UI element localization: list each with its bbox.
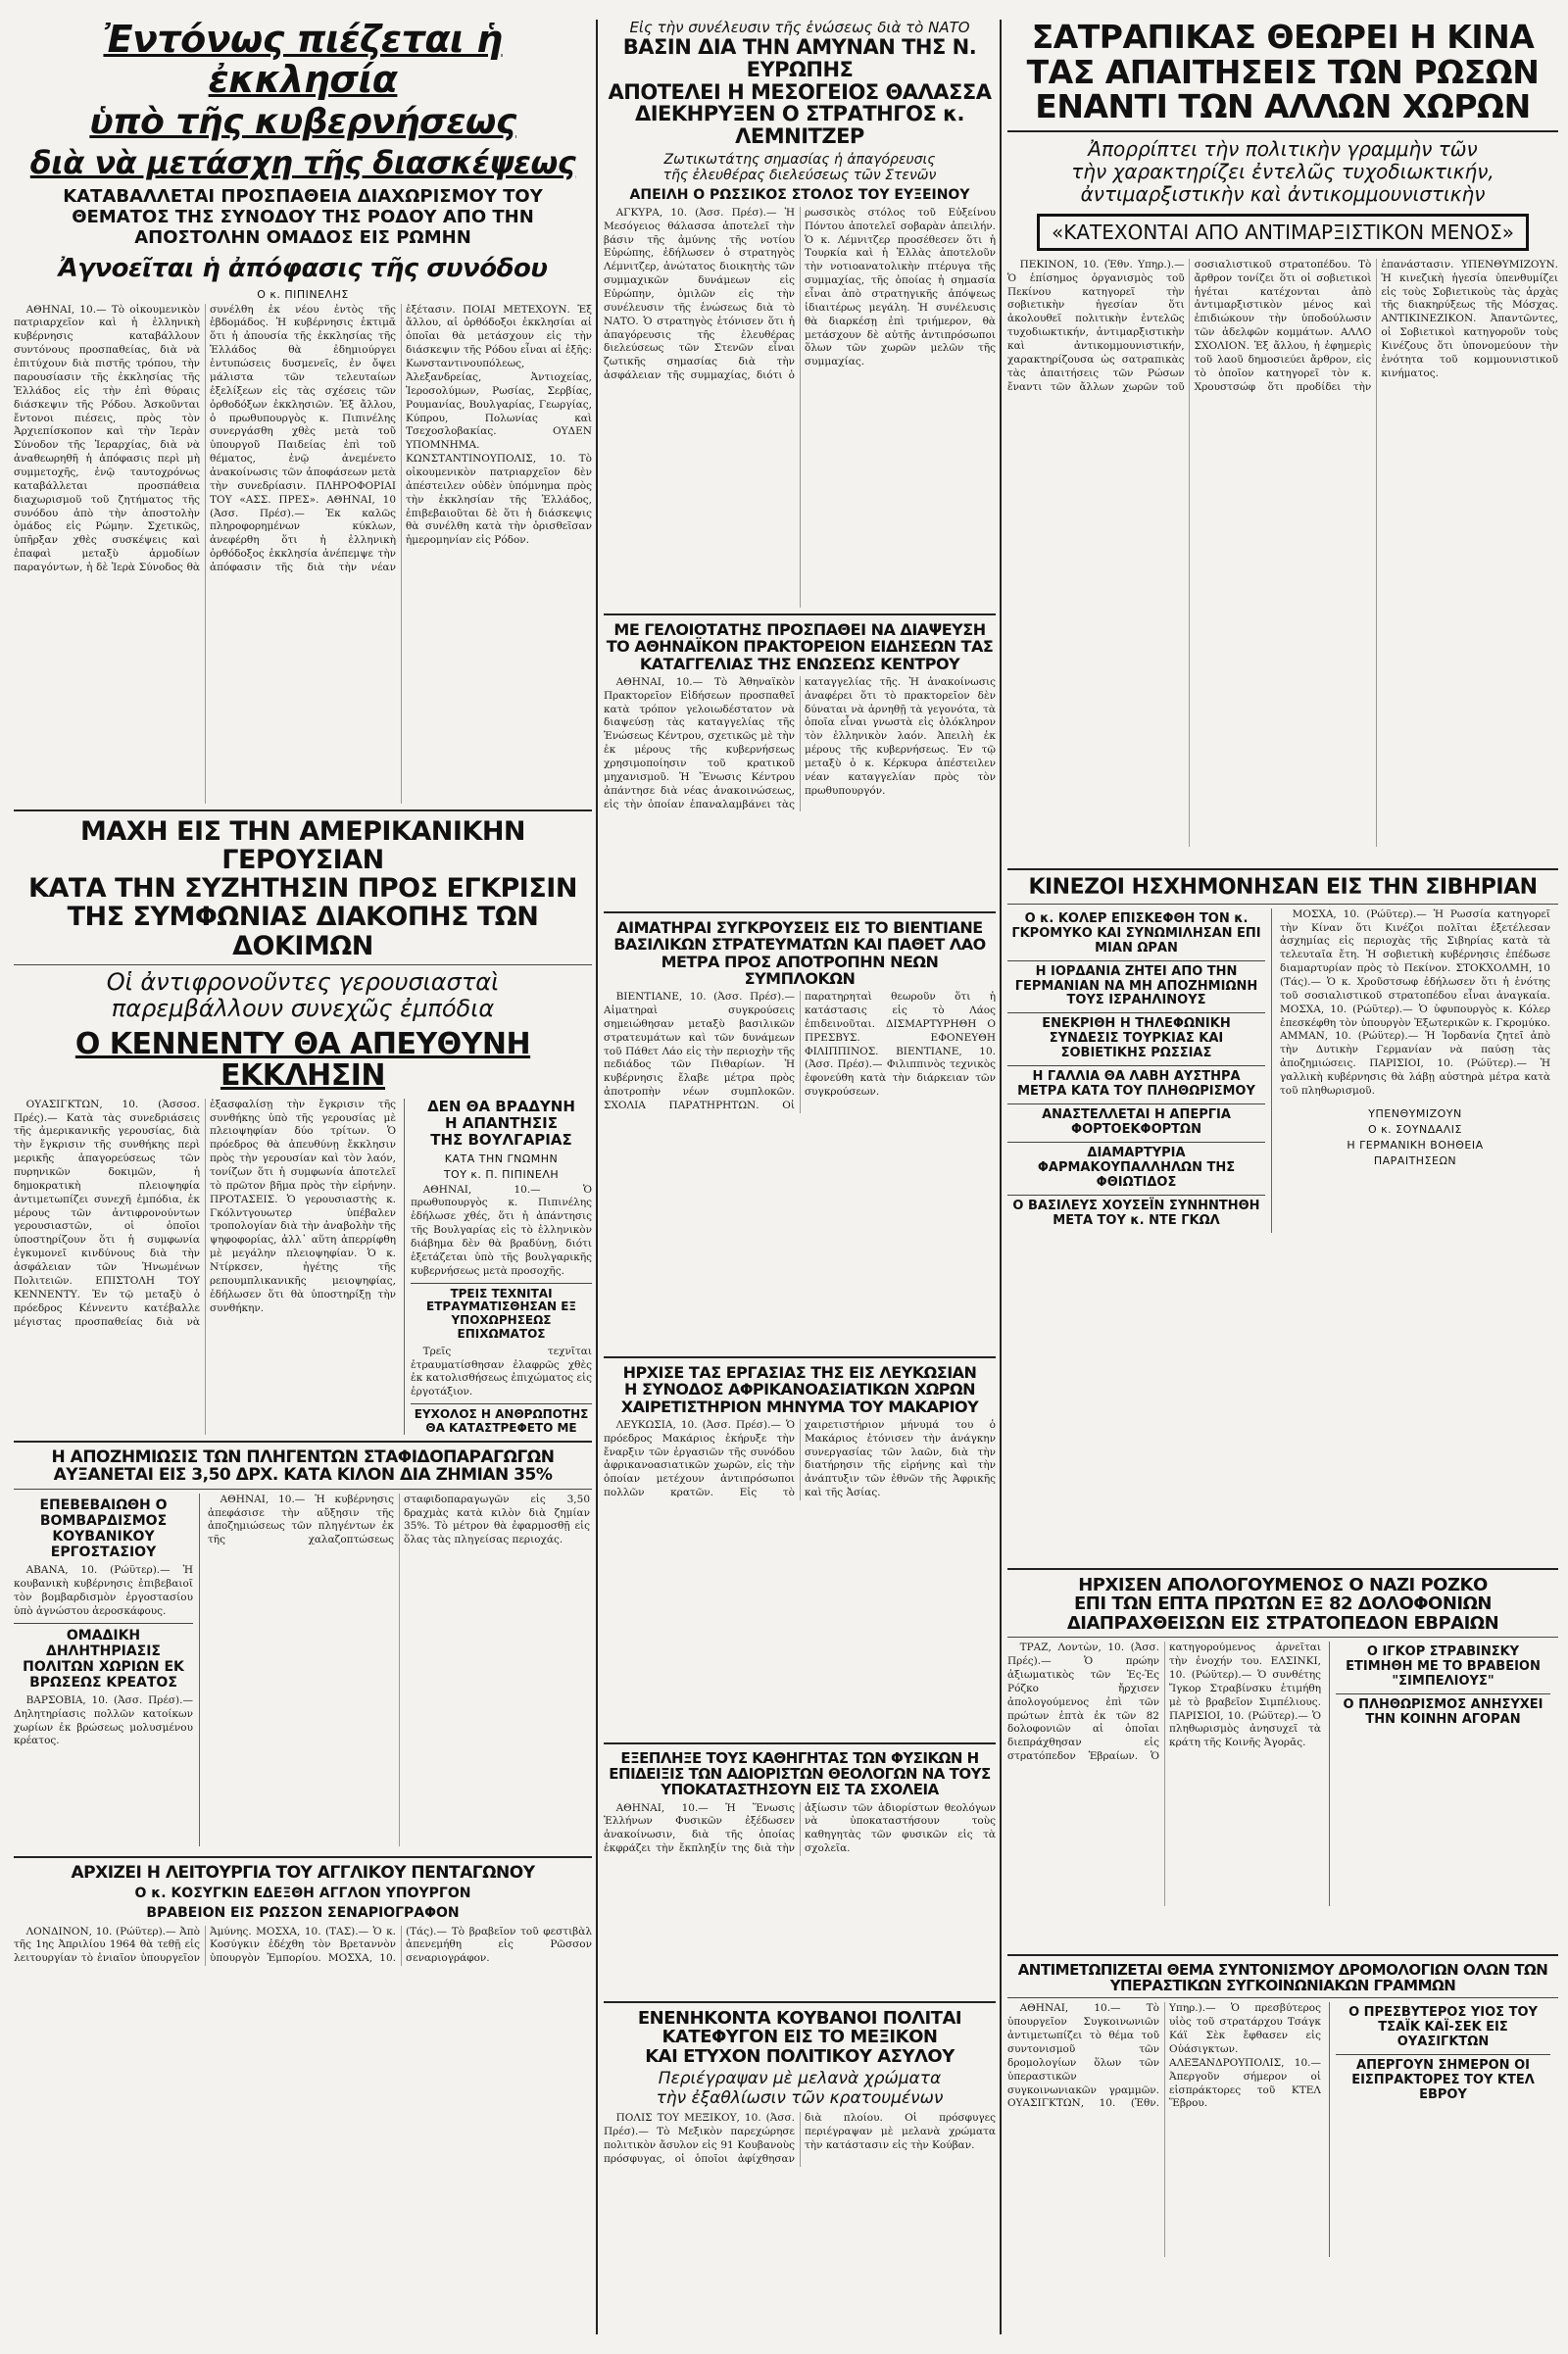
kicker: ΚΑΤΑ ΤΗΝ ΓΝΩΜΗΝ xyxy=(444,1152,559,1165)
divider xyxy=(1007,904,1558,905)
headline: ΑΙΜΑΤΗΡΑΙ ΣΥΓΚΡΟΥΣΕΙΣ ΕΙΣ ΤΟ ΒΙΕΝΤΙΑΝΕ xyxy=(616,919,983,937)
divider xyxy=(604,1742,996,1744)
divider xyxy=(411,1403,592,1404)
headline: ΚΙΝΕΖΟΙ ΗΣΧΗΜΟΝΗΣΑΝ ΕΙΣ ΤΗΝ ΣΙΒΗΡΙΑΝ xyxy=(1028,876,1538,900)
deck: ΚΑΤΑΒΑΛΛΕΤΑΙ ΠΡΟΣΠΑΘΕΙΑ ΔΙΑΧΩΡΙΣΜΟΥ ΤΟΥ ΘΕΜΑΤΟΣ ΤΗΣ ΣΥΝΟΔΟΥ ΤΗΣ ΡΟΔΟΥ ΑΠΟ ΤΗΝ ΑΠΟΣΤΟΛΗΝ ΟΜΑΔΟΣ ΕΙΣ ΡΩΜΗΝ xyxy=(63,186,543,248)
article-church-conference xyxy=(14,20,592,804)
headline: Η ΑΠΟΖΗΜΙΩΣΙΣ ΤΩΝ ΠΛΗΓΕΝΤΩΝ ΣΤΑΦΙΔΟΠΑΡΑΓΩΓΩΝ ΑΥΞΑΝΕΤΑΙ ΕΙΣ 3,50 ΔΡΧ. ΚΑΤΑ ΚΙΛΟΝ ΔΙΑ ΖΗΜΙΑΝ 35% xyxy=(51,1448,555,1486)
brief-headline: Ο ΠΡΕΣΒΥΤΕΡΟΣ ΥΙΟΣ ΤΟΥ ΤΣΑΪΚ ΚΑΪ-ΣΕΚ ΕΙΣ ΟΥΑΣΙΓΚΤΩΝ xyxy=(1348,2005,1538,2050)
headline: ΗΡΧΙΣΕΝ ΑΠΟΛΟΓΟΥΜΕΝΟΣ Ο ΝΑΖΙ ΡΟΖΚΟ xyxy=(1078,1576,1488,1595)
article-cuban-refugees xyxy=(604,2009,996,2167)
headline: ΒΑΣΙΝ ΔΙΑ ΤΗΝ ΑΜΥΝΑΝ ΤΗΣ Ν. ΕΥΡΩΠΗΣ xyxy=(622,35,977,81)
brief-headline: Ο κ. ΚΟΛΕΡ ΕΠΙΣΚΕΦΘΗ ΤΟΝ κ. ΓΚΡΟΜΥΚΟ ΚΑΙ ΣΥΝΩΜΙΛΗΣΑΝ ΕΠΙ ΜΙΑΝ ΩΡΑΝ xyxy=(1011,910,1261,956)
article-body: ΑΘΗΝΑΙ, 10.— Τὸ Ἀθηναϊκὸν Πρακτορεῖον Εἰδήσεων προσπαθεῖ κατὰ τρόπον γελοιωδέστατον νὰ διαψεύσῃ τὰς καταγγελίας τῆς Ἑνώσεως Κέντρου, σχετικῶς μὲ τὴν ἐκ μέρους τῆς κυβερνήσεως χρησιμοποίησιν τοῦ κρατικοῦ μηχανισμοῦ. Ἡ Ἕνωσις Κέντρου ἀπάντησε διὰ νέας ἀνακοινώσεως, εἰς τὴν ὁποίαν ἐπαναλαμβάνει τὰς καταγγελίας τῆς. Ἡ ἀνακοίνωσις ἀναφέρει ὅτι τὸ πρακτορεῖον δὲν δύναται νὰ ἀρνηθῇ τὰ γεγονότα, τὰ ὁποῖα εἶναι γνωστὰ εἰς ὁλόκληρον τὸν ἑλληνικὸν λαόν. Ἀπειλὴ ἐκ μέρους τῆς κυβερνήσεως. Ἐν τῷ μεταξὺ ὁ κ. Κέρκυρα ἀπέστειλεν νέαν καταγγελίαν πρὸς τὸν πρωθυπουργόν. xyxy=(604,675,996,810)
main-column xyxy=(1280,908,1550,1233)
article-us-senate xyxy=(14,817,592,1435)
headline: ΤΑΣ ΑΠΑΙΤΗΣΕΙΣ ΤΩΝ ΡΩΣΩΝ xyxy=(1026,52,1540,91)
divider xyxy=(1007,1637,1558,1638)
sidebar-bulgaria xyxy=(404,1099,592,1435)
sidebar-body: ΑΘΗΝΑΙ, 10.— Ὁ πρωθυπουργὸς κ. Πιπινέλης ἐδήλωσε χθές, ὅτι ἡ ἀπάντησις τῆς Βουλγαρίας εἰς τὸ ἑλληνικὸν διάβημα δὲν θὰ βραδύνῃ, διότι ἐξετάζεται ὑπὸ τῆς βουλγαρικῆς κυβερνήσεως μετὰ προσοχῆς. xyxy=(411,1183,592,1277)
section-label: ΥΠΕΝΘΥΜΙΖΟΥΝ xyxy=(1368,1106,1462,1120)
article-body: ΑΘΗΝΑΙ, 10.— Ἡ κυβέρνησις ἀπεφάσισε τὴν αὔξησιν τῆς ἀποζημιώσεως τῶν πληγέντων ἐκ τῆς χαλαζοπτώσεως σταφιδοπαραγωγῶν εἰς 3,50 δραχμὰς κατὰ κιλὸν διὰ ζημίαν 35%. Τὸ μέτρον θὰ ἐφαρμοσθῇ εἰς ὅλας τὰς πληγείσας περιοχάς. xyxy=(208,1493,590,1546)
headline: Η ΣΥΝΟΔΟΣ ΑΦΡΙΚΑΝΟΑΣΙΑΤΙΚΩΝ ΧΩΡΩΝ xyxy=(623,1380,976,1399)
sidebar-body: Τρεῖς τεχνῖται ἐτραυματίσθησαν ἐλαφρῶς χθὲς ἐκ κατολισθήσεως ἐπιχώματος εἰς ἐργοτάξιον. xyxy=(411,1345,592,1398)
brief-headline: ΑΠΕΡΓΟΥΝ ΣΗΜΕΡΟΝ ΟΙ ΕΙΣΠΡΑΚΤΟΡΕΣ ΤΟΥ ΚΤΕΛ ΕΒΡΟΥ xyxy=(1351,2058,1535,2103)
byline: ΤΟΥ κ. Π. ΠΙΠΙΝΕΛΗ xyxy=(443,1167,560,1181)
brief-headline: Ο ΒΑΣΙΛΕΥΣ ΧΟΥΣΕΪΝ ΣΥΝΗΝΤΗΘΗ ΜΕΤΑ ΤΟΥ κ. ΝΤΕ ΓΚΩΛ xyxy=(1012,1198,1260,1228)
brief-headline: Η ΓΑΛΛΙΑ ΘΑ ΛΑΒΗ ΑΥΣΤΗΡΑ ΜΕΤΡΑ ΚΑΤΑ ΤΟΥ ΠΛΗΘΩΡΙΣΜΟΥ xyxy=(1017,1069,1255,1100)
headline: ΑΠΟΤΕΛΕΙ Η ΜΕΣΟΓΕΙΟΣ ΘΑΛΑΣΣΑ xyxy=(608,79,992,104)
brief-headline: Η ΙΟΡΔΑΝΙΑ ΖΗΤΕΙ ΑΠΟ ΤΗΝ ΓΕΡΜΑΝΙΑΝ ΝΑ ΜΗ ΑΠΟΖΗΜΙΩΝΗ ΤΟΥΣ ΙΣΡΑΗΛΙΝΟΥΣ xyxy=(1014,963,1258,1008)
headline: ΕΝΑΝΤΙ ΤΩΝ ΑΛΛΩΝ ΧΩΡΩΝ xyxy=(1035,87,1531,126)
divider xyxy=(1007,1954,1558,1956)
subhead: ἀντιμαρξιστικὴν καὶ ἀντικομμουνιστικὴν xyxy=(1080,181,1486,206)
article-nazi-trial xyxy=(1007,1576,1558,1948)
article-body: ΑΘΗΝΑΙ, 10.— Τὸ ὑπουργεῖον Συγκοινωνιῶν ἀντιμετωπίζει τὸ θέμα τοῦ συντονισμοῦ τῶν δρομολογίων ὅλων τῶν ὑπεραστικῶν συγκοινωνιακῶν γραμμῶν. ΟΥΑΣΙΓΚΤΩΝ, 10. (Ἐθν. Υπηρ.).— Ὁ πρεσβύτερος υἱὸς τοῦ στρατάρχου Τσάγκ Κάϊ Σὲκ ἔφθασεν εἰς Οὐάσιγκτων. ΑΛΕΞΑΝΔΡΟΥΠΟΛΙΣ, 10.— Ἀπεργοῦν σήμερον οἱ εἰσπράκτορες τοῦ ΚΤΕΛ Ἕβρου. xyxy=(1007,2002,1321,2110)
article-transport xyxy=(1007,1962,1558,2257)
divider xyxy=(14,1623,193,1624)
divider xyxy=(14,1856,592,1858)
article-theologians xyxy=(604,1750,996,1995)
headline: ΜΕΤΡΑ ΠΡΟΣ ΑΠΟΤΡΟΠΗΝ ΝΕΩΝ ΣΥΜΠΛΟΚΩΝ xyxy=(661,952,939,988)
divider xyxy=(1336,1693,1550,1694)
divider xyxy=(1007,1142,1265,1143)
brief-headline: ΟΜΑΔΙΚΗ ΔΗΛΗΤΗΡΙΑΣΙΣ ΠΟΛΙΤΩΝ ΧΩΡΙΩΝ ΕΚ ΒΡΩΣΕΩΣ ΚΡΕΑΤΟΣ xyxy=(23,1627,184,1691)
quote-text: «ΚΑΤΕΧΟΝΤΑΙ ΑΠΟ ΑΝΤΙΜΑΡΞΙΣΤΙΚΟΝ ΜΕΝΟΣ» xyxy=(1052,220,1514,244)
section-label: Ο κ. ΣΟΥΝΔΑΛΙΣ xyxy=(1368,1122,1462,1136)
article-news-agency xyxy=(604,621,996,906)
sidebar-headline: ΕΥΧΟΛΟΣ Η ΑΝΘΡΩΠΟΤΗΣ ΘΑ ΚΑΤΑΣΤΡΕΦΕΤΟ ΜΕ xyxy=(414,1407,589,1435)
article-body: ΤΡΑΖ, Λοντὼν, 10. (Ἀσσ. Πρές).— Ὁ πρώην ἀξιωματικὸς τῶν Ἐς-Ἐς Ρόζκο ἤρχισεν ἀπολογούμενος ἐπὶ τῶν πρώτων ἑπτὰ ἐκ τῶν 82 δολοφονιῶν αἱ ὁποῖαι διεπράχθησαν εἰς στρατόπεδον Ἑβραίων. Ὁ κατηγορούμενος ἀρνεῖται τὴν ἐνοχήν του. ΕΛΣΙΝΚΙ, 10. (Ρώϋτερ).— Ὁ συνθέτης Ἴγκορ Στραβίνσκυ ἐτιμήθη μὲ τὸ βραβεῖον Σιμπέλιους. ΠΑΡΙΣΙΟΙ, 10. (Ρώϋτερ).— Ὁ πληθωρισμὸς ἀνησυχεῖ τὰ κράτη τῆς Κοινῆς Ἀγορᾶς. xyxy=(1007,1642,1321,1763)
divider xyxy=(1007,130,1558,132)
headline: ΕΞΕΠΛΗΞΕ ΤΟΥΣ ΚΑΘΗΓΗΤΑΣ ΤΩΝ ΦΥΣΙΚΩΝ Η ΕΠΙΔΕΙΞΙΣ ΤΩΝ ΑΔΙΟΡΙΣΤΩΝ ΘΕΟΛΟΓΩΝ ΝΑ ΤΟΥΣ ΥΠΟΚΑΤΑΣΤΗΣΟΥΝ ΕΙΣ ΤΑ ΣΧΟΛΕΙΑ xyxy=(609,1750,991,1799)
briefs-column xyxy=(1329,1642,1550,1906)
article-china-russia xyxy=(1007,20,1558,862)
brief-headline: Ο ΠΛΗΘΩΡΙΣΜΟΣ ΑΝΗΣΥΧΕΙ ΤΗΝ ΚΟΙΝΗΝ ΑΓΟΡΑΝ xyxy=(1343,1697,1544,1728)
brief-headline: ΕΠΕΒΕΒΑΙΩΘΗ Ο ΒΟΜΒΑΡΔΙΣΜΟΣ ΚΟΥΒΑΝΙΚΟΥ ΕΡΓΟΣΤΑΣΙΟΥ xyxy=(39,1496,168,1560)
sidebar-headline: ΔΕΝ ΘΑ ΒΡΑΔΥΝΗ xyxy=(427,1098,575,1115)
divider xyxy=(1336,2054,1550,2055)
article-body: ΑΓΚΥΡΑ, 10. (Ἀσσ. Πρέσ).— Ἡ Μεσόγειος θάλασσα ἀποτελεῖ τὴν βάσιν τῆς ἀμύνης τῆς νοτίου Εὐρώπης, ἐδήλωσεν ὁ στρατηγὸς Λέμνιτζερ, ἀνώτατος διοικητὴς τῶν συμμαχικῶν δυνάμεων εἰς Εὐρώπην, ὁμιλῶν εἰς τὴν συνέλευσιν τῆς ἑνώσεως διὰ τὸ ΝΑΤΟ. Ὁ στρατηγὸς ἐτόνισεν ὅτι ἡ ἀπαγόρευσις τῆς ἐλευθέρας διελεύσεως τῶν Στενῶν εἶναι ζωτικῆς σημασίας διὰ τὴν ἀσφάλειαν τῆς συμμαχίας, διότι ὁ ρωσσικὸς στόλος τοῦ Εὐξείνου Πόντου ἀποτελεῖ σοβαρὰν ἀπειλήν. Ὁ κ. Λέμνιτζερ προσέθεσεν ὅτι ἡ Τουρκία καὶ ἡ Ἑλλὰς ἀποτελοῦν τὴν νοτιοανατολικὴν πτέρυγα τῆς συμμαχίας, τῆς ὁποίας ἡ σημασία εἶναι ἀπὸ στρατηγικῆς ἀπόψεως ἰδιαιτέρως μεγάλη. Ἡ συνέλευσις θὰ διαρκέσῃ ἐπὶ τριήμερον, θὰ μετάσχουν δὲ αὐτῆς ἀντιπρόσωποι ὅλων τῶν χωρῶν μελῶν τῆς συμμαχίας. xyxy=(604,206,996,382)
brief-headline: ΕΝΕΚΡΙΘΗ Η ΤΗΛΕΦΩΝΙΚΗ ΣΥΝΔΕΣΙΣ ΤΟΥΡΚΙΑΣ ΚΑΙ ΣΟΒΙΕΤΙΚΗΣ ΡΩΣΣΙΑΣ xyxy=(1042,1016,1231,1061)
headline: ΔΙΕΚΗΡΥΞΕΝ Ο ΣΤΡΑΤΗΓΟΣ κ. ΛΕΜΝΙΤΖΕΡ xyxy=(634,102,965,148)
headline: ΕΠΙ ΤΩΝ ΕΠΤΑ ΠΡΩΤΩΝ ΕΞ 82 ΔΟΛΟΦΟΝΙΩΝ xyxy=(1074,1594,1492,1615)
headline: ΤΗΣ ΣΥΜΦΩΝΙΑΣ ΔΙΑΚΟΠΗΣ ΤΩΝ ΔΟΚΙΜΩΝ xyxy=(67,902,539,961)
kicker: Εἰς τὴν συνέλευσιν τῆς ἑνώσεως διὰ τὸ ΝΑΤΟ xyxy=(629,20,970,36)
headline: ΗΡΧΙΣΕ ΤΑΣ ΕΡΓΑΣΙΑΣ ΤΗΣ ΕΙΣ ΛΕΥΚΩΣΙΑΝ xyxy=(622,1364,977,1382)
headline: ΧΑΙΡΕΤΙΣΤΗΡΙΟΝ ΜΗΝΥΜΑ ΤΟΥ ΜΑΚΑΡΙΟΥ xyxy=(620,1397,979,1416)
column-left xyxy=(14,20,592,2334)
subhead: Ἀγνοεῖται ἡ ἀπόφασις τῆς συνόδου xyxy=(58,253,548,283)
divider xyxy=(1007,868,1558,870)
sidebar-headline: ΤΗΣ ΒΟΥΛΓΑΡΙΑΣ xyxy=(430,1131,572,1150)
briefs-column xyxy=(1329,2002,1550,2257)
divider xyxy=(1007,1103,1265,1104)
brief-headline: Ο ΙΓΚΟΡ ΣΤΡΑΒΙΝΣΚΥ ΕΤΙΜΗΘΗ ΜΕ ΤΟ ΒΡΑΒΕΙΟΝ "ΣΙΜΠΕΛΙΟΥΣ" xyxy=(1346,1644,1541,1690)
headline: ΚΑΤΑ ΤΗΝ ΣΥΖΗΤΗΣΙΝ ΠΡΟΣ ΕΓΚΡΙΣΙΝ xyxy=(28,873,577,905)
headline: ΜΑΧΗ ΕΙΣ ΤΗΝ ΑΜΕΡΙΚΑΝΙΚΗΝ ΓΕΡΟΥΣΙΑΝ xyxy=(79,817,526,876)
article-body: ΑΘΗΝΑΙ, 10.— Ἡ Ἕνωσις Ἑλλήνων Φυσικῶν ἐξέδωσεν ἀνακοίνωσιν, διὰ τῆς ὁποίας ἐκφράζει τὴν ἔκπληξίν της διὰ τὴν ἀξίωσιν τῶν ἀδιορίστων θεολόγων νὰ ὑποκαταστήσουν τοὺς καθηγητὰς τῶν φυσικῶν εἰς τὰ σχολεῖα. xyxy=(604,1801,996,1855)
subhead: τὴν χαρακτηρίζει ἐντελῶς τυχοδιωκτικήν, xyxy=(1071,159,1494,183)
headline: ΔΙΑΠΡΑΧΘΕΙΣΩΝ ΕΙΣ ΣΤΡΑΤΟΠΕΔΟΝ ΕΒΡΑΙΩΝ xyxy=(1066,1612,1499,1634)
brief-headline: ΑΝΑΣΤΕΛΛΕΤΑΙ Η ΑΠΕΡΓΙΑ ΦΟΡΤΟΕΚΦΟΡΤΩΝ xyxy=(1042,1107,1231,1137)
article-body: ΛΕΥΚΩΣΙΑ, 10. (Ἀσσ. Πρέσ).— Ὁ πρόεδρος Μακάριος ἐκήρυξε τὴν ἔναρξιν τῶν ἐργασιῶν τῆς συνόδου ἀφρικανοασιατικῶν χωρῶν, εἰς τὴν ὁποίαν μετέχουν ἀντιπρόσωποι πολλῶν κρατῶν. Εἰς τὸ χαιρετιστήριον μήνυμά του ὁ Μακάριος ἐτόνισεν τὴν ἀνάγκην συνεργασίας τῶν λαῶν, διὰ τὴν διατήρησιν τῆς εἰρήνης καὶ τὴν ἀνάπτυξιν τῶν ἐθνῶν τῆς Ἀφρικῆς καὶ τῆς Ἀσίας. xyxy=(604,1418,996,1499)
article-body: ΠΟΛΙΣ ΤΟΥ ΜΕΞΙΚΟΥ, 10. (Ἀσσ. Πρέσ).— Τὸ Μεξικὸν παρεχώρησε πολιτικὸν ἄσυλον εἰς 91 Κουβανοὺς πρόσφυγας, οἱ ὁποῖοι ἀφίχθησαν διὰ πλοίου. Οἱ πρόσφυγες περιέγραψαν μὲ μελανὰ χρώματα τὴν κατάστασιν εἰς τὴν Κούβαν. xyxy=(604,2112,996,2165)
section-label: Η ΓΕΡΜΑΝΙΚΗ ΒΟΗΘΕΙΑ xyxy=(1347,1138,1484,1152)
headline: Ο ΚΕΝΝΕΝΤΥ ΘΑ ΑΠΕΥΘΥΝΗ ΕΚΚΛΗΣΙΝ xyxy=(74,1026,531,1094)
article-body: ΛΟΝΔΙΝΟΝ, 10. (Ρώϋτερ).— Ἀπὸ τῆς 1ης Ἀπριλίου 1964 θὰ τεθῇ εἰς λειτουργίαν τὸ ἑνιαῖον ὑπουργεῖον Ἀμύνης. ΜΟΣΧΑ, 10. (ΤΑΣ).— Ὁ κ. Κοσύγκιν ἐδέχθη τὸν Βρεταννὸν ὑπουργὸν Ἐμπορίου. ΜΟΣΧΑ, 10. (Τάς).— Τὸ βραβεῖον τοῦ φεστιβὰλ ἀπενεμήθη εἰς Ρῶσσον σεναριογράφον. xyxy=(14,1925,592,1965)
divider xyxy=(604,1356,996,1358)
subhead: ΒΡΑΒΕΙΟΝ ΕΙΣ ΡΩΣΣΟΝ ΣΕΝΑΡΙΟΓΡΑΦΟΝ xyxy=(146,1905,460,1922)
subhead: Ἀπορρίπτει τὴν πολιτικὴν γραμμὴν τῶν xyxy=(1088,136,1478,161)
divider xyxy=(14,1489,592,1490)
divider xyxy=(1007,1997,1558,1998)
headline: ΚΑΤΕΦΥΓΟΝ ΕΙΣ ΤΟ ΜΕΞΙΚΟΝ xyxy=(662,2027,938,2048)
headline: Ἐντόνως πιέζεται ἡ ἐκκλησία xyxy=(103,20,503,102)
article-raisin-growers xyxy=(14,1448,592,1850)
briefs-column xyxy=(1007,908,1272,1233)
article-nato-mediterranean xyxy=(604,20,996,608)
subhead: Περιέγραψαν μὲ μελανὰ χρώματα xyxy=(658,2069,942,2089)
divider xyxy=(411,1283,592,1284)
subhead: Ο κ. ΚΟΣΥΓΚΙΝ ΕΔΕΞΘΗ ΑΓΓΛΟΝ ΥΠΟΥΡΓΟΝ xyxy=(134,1886,471,1902)
article-vientiane xyxy=(604,919,996,1350)
divider xyxy=(1007,1065,1265,1066)
divider xyxy=(1007,1195,1265,1196)
subhead: τὴν ἐξαθλίωσιν τῶν κρατουμένων xyxy=(656,2087,944,2108)
boxed-quote xyxy=(1037,214,1529,251)
divider xyxy=(14,1441,592,1443)
brief-headline: ΔΙΑΜΑΡΤΥΡΙΑ ΦΑΡΜΑΚΟΥΠΑΛΛΗΛΩΝ ΤΗΣ ΦΘΙΩΤΙΔΟΣ xyxy=(1037,1145,1236,1190)
headline: ΕΝΕΝΗΚΟΝΤΑ ΚΟΥΒΑΝΟΙ ΠΟΛΙΤΑΙ xyxy=(637,2008,962,2029)
subhead: παρεμβάλλουν συνεχῶς ἐμπόδια xyxy=(111,995,495,1023)
sidebar-briefs xyxy=(14,1494,200,1846)
sidebar-headline: ΤΡΕΙΣ ΤΕΧΝΙΤΑΙ ΕΤΡΑΥΜΑΤΙΣΘΗΣΑΝ ΕΞ ΥΠΟΧΩΡΗΣΕΩΣ ΕΠΙΧΩΜΑΤΟΣ xyxy=(426,1286,576,1341)
divider xyxy=(1007,960,1265,961)
headline: διὰ νὰ μετάσχη τῆς διασκέψεως xyxy=(29,143,576,181)
brief-body: ΒΑΡΣΟΒΙΑ, 10. (Ἀσσ. Πρέσ).— Δηλητηρίασις πολλῶν κατοίκων χωρίων ἐκ βρώσεως μολυσμένου κρέατος. xyxy=(14,1693,193,1747)
headline: ΑΡΧΙΖΕΙ Η ΛΕΙΤΟΥΡΓΙΑ ΤΟΥ ΑΓΓΛΙΚΟΥ ΠΕΝΤΑΓΩΝΟΥ xyxy=(71,1863,535,1883)
subhead: τῆς ἐλευθέρας διελεύσεως τῶν Στενῶν xyxy=(662,167,937,183)
article-siberia xyxy=(1007,876,1558,1562)
headline: ΜΕ ΓΕΛΟΙΟΤΑΤΗΣ ΠΡΟΣΠΑΘΕΙ ΝΑ ΔΙΑΨΕΥΣΗ ΤΟ ΑΘΗΝΑΪΚΟΝ ΠΡΑΚΤΟΡΕΙΟΝ ΕΙΔΗΣΕΩΝ ΤΑΣ ΚΑΤΑΓΓΕΛΙΑΣ ΤΗΣ ΕΝΩΣΕΩΣ ΚΕΝΤΡΟΥ xyxy=(606,621,994,673)
divider xyxy=(14,809,592,811)
section-label: ΠΑΡΑΙΤΗΣΕΩΝ xyxy=(1373,1153,1457,1167)
article-body: ΜΟΣΧΑ, 10. (Ρώϋτερ).— Ἡ Ρωσσία κατηγορεῖ τὴν Κίναν ὅτι Κινέζοι πολῖται ἐξετέλεσαν ἀσχημίας εἰς περιοχὰς τῆς Σιβηρίας κατὰ τὰ τελευταῖα ἔτη. Ἡ σοβιετικὴ κυβέρνησις ἐπέδωσε διαμαρτυρίαν πρὸς τὸ Πεκίνον. ΣΤΟΚΧΟΛΜΗ, 10 (Τάς).— Ὁ κ. Χροῦστσωφ ἐδήλωσεν ὅτι ἡ ἑνότης τοῦ σοσιαλιστικοῦ στρατοπέδου εἶναι ἀναγκαία. ΜΟΣΧΑ, 10. (Ρώϋτερ).— Ὁ ὑφυπουργὸς κ. Κόλερ ἐπεσκέφθη τὸν ὑπουργὸν Ἐξωτερικῶν κ. Γκρομύκο. ΑΜΜΑΝ, 10. (Ρώϋτερ).— Ἡ Ἰορδανία ζητεῖ ἀπὸ τὴν Δυτικὴν Γερμανίαν νὰ παύσῃ τὰς ἀποζημιώσεις. ΠΑΡΙΣΙΟΙ, 10. (Ρώϋτερ).— Ἡ γαλλικὴ κυβέρνησις θὰ λάβῃ αὐστηρὰ μέτρα κατὰ τοῦ πληθωρισμοῦ. xyxy=(1280,907,1550,1097)
divider xyxy=(1007,1568,1558,1570)
headline: ΚΑΙ ΕΤΥΧΟΝ ΠΟΛΙΤΙΚΟΥ ΑΣΥΛΟΥ xyxy=(645,2045,955,2067)
brief-body: ΑΒΑΝΑ, 10. (Ρώϋτερ).— Ἡ κουβανικὴ κυβέρνησις ἐπιβεβαιοῖ τὸν βομβαρδισμὸν ἐργοστασίου ὑπὸ ἀγνώστου ἀεροσκάφους. xyxy=(14,1564,193,1617)
divider xyxy=(604,613,996,615)
article-body: ΒΙΕΝΤΙΑΝΕ, 10. (Ἀσσ. Πρέσ).— Αἱματηραὶ συγκρούσεις σημειώθησαν μεταξὺ βασιλικῶν στρατευμάτων καὶ τῶν δυνάμεων τοῦ Πάθετ Λάο εἰς τὴν περιοχὴν τῆς πεδιάδος τῶν Πιθαρίων. Ἡ κυβέρνησις ἔλαβε μέτρα πρὸς ἀποτροπὴν νέων συμπλοκῶν. ΣΧΟΛΙΑ ΠΑΡΑΤΗΡΗΤΩΝ. Οἱ παρατηρηταὶ θεωροῦν ὅτι ἡ κατάστασις εἰς τὸ Λάος ἐπιδεινοῦται. ΔΙΣΜΑΡΤΥΡΗΘΗ Ο ΠΡΕΣΒΥΣ. ΕΦΟΝΕΥΘΗ ΦΙΛΙΠΠΙΝΟΣ. ΒΙΕΝΤΙΑΝΕ, 10. (Ἀσσ. Πρέσ).— Φιλιππινὸς τεχνικὸς ἐφονεύθη κατὰ τὴν διάρκειαν τῶν συγκρούσεων. xyxy=(604,991,996,1111)
article-body: ΑΘΗΝΑΙ, 10.— Τὸ οἰκουμενικὸν πατριαρχεῖον καὶ ἡ ἑλληνικὴ κυβέρνησις καταβάλλουν συντόνους προσπαθείας, διὰ νὰ ἐπιτύχουν διὰ πιστῆς τρόπου, τὴν παρουσίασιν τῆς ἐκκλησίας τῆς Ἑλλάδος εἰς τὴν ἐπὶ θύραις διάσκεψιν τῆς Ρόδου. Ἀσκοῦνται ἔντονοι πιέσεις, πρὸς τὸν Ἀρχιεπίσκοπον καὶ τὴν Ἱερὰν Σύνοδον τῆς Ἱεραρχίας, διὰ νὰ ἀναθεωρηθῆ ἡ ἀπόφασις περὶ μὴ συμμετοχῆς, ἐνῷ ταυτοχρόνως καταβάλλεται προσπάθεια διαχωρισμοῦ τοῦ ζητήματος τῆς συνόδου ἀπὸ τὴν ἀποστολὴν ὁμάδος εἰς Ρώμην. Σχετικῶς, ὑπῆρξαν χθὲς συσκέψεις καὶ ἐπαφαὶ μεταξὺ ἁρμοδίων παραγόντων, ἡ δὲ Ἱερὰ Σύνοδος θὰ συνέλθη ἐκ νέου ἐντὸς τῆς ἑβδομάδος. Ἡ κυβέρνησις ἐκτιμᾶ ὅτι ἡ ἀπουσία τῆς ἐκκλησίας τῆς Ἑλλάδος θὰ ἐδημιούργει ἐντυπώσεις δυσμενεῖς, ἐν ὄψει μάλιστα τῶν τελευταίων ἐξελίξεων εἰς τὰς σχέσεις τῶν ὀρθοδόξων ἐκκλησιῶν. Ἐξ ἄλλου, ὁ πρωθυπουργὸς κ. Πιπινέλης συνεργάσθη χθὲς μετὰ τοῦ ὑπουργοῦ Παιδείας ἐπὶ τοῦ θέματος, ἐνῷ ἀνεμένετο ἀνακοίνωσις τῶν ἀποφάσεων μετὰ τὴν συνεδρίασιν. ΠΛΗΡΟΦΟΡΙΑΙ ΤΟΥ «ΑΣΣ. ΠΡΕΣ». ΑΘΗΝΑΙ, 10 (Ἀσσ. Πρέσ).— Ἐκ καλῶς πληροφορημένων κύκλων, ἀνεφέρθη ὅτι ἡ ἑλληνικὴ ὀρθόδοξος ἐκκλησία ἀνέπεμψε τὴν ἀπόφασιν τῆς διὰ τὴν νέαν ἐξέτασιν. ΠΟΙΑΙ ΜΕΤΕΧΟΥΝ. Ἐξ ἄλλου, αἱ ὀρθόδοξοι ἐκκλησίαι αἱ ὁποῖαι θὰ μετάσχουν εἰς τὴν διάσκεψιν τῆς Ρόδου εἶναι αἱ ἐξῆς: Κωνσταντινουπόλεως, Ἀλεξανδρείας, Ἀντιοχείας, Ἱεροσολύμων, Ρωσίας, Σερβίας, Ρουμανίας, Βουλγαρίας, Γεωργίας, Κύπρου, Πολωνίας καὶ Τσεχοσλοβακίας. ΟΥΔΕΝ ΥΠΟΜΝΗΜΑ. ΚΩΝΣΤΑΝΤΙΝΟΥΠΟΛΙΣ, 10. Τὸ οἰκουμενικὸν πατριαρχεῖον δὲν ἀπέστειλεν οὐδὲν ὑπόμνημα πρὸς τὴν ἐκκλησίαν τῆς Ἑλλάδος, ἐπιβεβαιοῦται δὲ ὅτι ἡ διάσκεψις θὰ συνέλθη κατὰ τὴν ὁρισθεῖσαν ἡμερομηνίαν εἰς Ρόδον. xyxy=(14,303,592,573)
article-body: ΟΥΑΣΙΓΚΤΩΝ, 10. (Ἀσσοσ. Πρές).— Κατὰ τὰς συνεδριάσεις τῆς ἀμερικανικῆς γερουσίας, διὰ τὴν ἔγκρισιν τῆς συνθήκης περὶ μερικῆς ἀπαγορεύσεως τῶν πυρηνικῶν δοκιμῶν, ἡ δημοκρατικὴ πλειοψηφία ἀντιμετωπίζει συνεχῆ ἐμπόδια, ἐκ μέρους τῶν ἀντιφρονούντων γερουσιαστῶν, οἱ ὁποῖοι ὑποστηρίζουν ὅτι ἡ συμφωνία ἐγκυμονεῖ κινδύνους διὰ τὴν ἀσφάλειαν τῶν Ἡνωμένων Πολιτειῶν. ΕΠΙΣΤΟΛΗ ΤΟΥ ΚΕΝΝΕΝΤΥ. Ἐν τῷ μεταξὺ ὁ πρόεδρος Κέννεντυ κατέβαλλε μέγιστας προσπαθείας διὰ νὰ ἐξασφαλίσῃ τὴν ἔγκρισιν τῆς συνθήκης ὑπὸ τῆς γερουσίας μὲ πλειοψηφίαν δύο τρίτων. Ὁ πρόεδρος θὰ ἀπευθύνῃ ἔκκλησιν πρὸς τὴν γερουσίαν καὶ τὸν λαόν, τονίζων ὅτι ἡ συμφωνία ἀποτελεῖ τὸ πρῶτον βῆμα πρὸς τὴν εἰρήνην. ΠΡΟΤΑΣΕΙΣ. Ὁ γερουσιαστὴς κ. Γκόλντγουωτερ ὑπέβαλεν τροπολογίαν διὰ τὴν ἀναβολὴν τῆς ψηφοφορίας, ἀλλ᾿ αὕτη ἀπερρίφθη μὲ μεγάλην πλειοψηφίαν. Ὁ κ. Ντίρκσεν, ἡγέτης τῆς ρεπουμπλικανικῆς μειοψηφίας, ἐδήλωσεν ὅτι θὰ ὑποστηρίξῃ τὴν συνθήκην. xyxy=(14,1098,396,1328)
column-rule xyxy=(1000,20,1002,2334)
headline: ΣΑΤΡΑΠΙΚΑΣ ΘΕΩΡΕΙ Η ΚΙΝΑ xyxy=(1031,20,1535,56)
divider xyxy=(1007,1012,1265,1013)
subhead: Ζωτικωτάτης σημασίας ἡ ἀπαγόρευσις xyxy=(663,151,936,168)
column-middle xyxy=(604,20,996,2334)
subhead: Οἱ ἀντιφρονοῦντες γερουσιασταὶ xyxy=(106,967,500,996)
divider xyxy=(14,964,592,965)
byline: Ο κ. ΠΙΠΙΝΕΛΗΣ xyxy=(257,287,349,301)
column-right xyxy=(1007,20,1558,2334)
column-rule xyxy=(596,20,598,2334)
divider xyxy=(604,911,996,913)
headline: ΑΝΤΙΜΕΤΩΠΙΖΕΤΑΙ ΘΕΜΑ ΣΥΝΤΟΝΙΣΜΟΥ ΔΡΟΜΟΛΟΓΙΩΝ ΟΛΩΝ ΤΩΝ ΥΠΕΡΑΣΤΙΚΩΝ ΣΥΓΚΟΙΝΩΝΙΑΚΩΝ ΓΡΑΜΜΩΝ xyxy=(1017,1961,1548,1995)
headline: ὑπὸ τῆς κυβερνήσεως xyxy=(89,102,516,143)
article-british-pentagon xyxy=(14,1864,592,1966)
article-body: ΠΕΚΙΝΟΝ, 10. (Ἐθν. Υπηρ.).— Ὁ ἐπίσημος ὀργανισμὸς τοῦ Πεκίνου κατηγορεῖ τὴν σοβιετικὴν ἡγεσίαν ὅτι ἀκολουθεῖ πολιτικὴν ἐντελῶς τυχοδιωκτικήν, ἀντιμαρξιστικὴν καὶ ἀντικομμουνιστικήν, χαρακτηρίζουσα ὡς σατραπικὰς τὰς ἀπαιτήσεις τῶν Ρώσων ἔναντι τῶν ἄλλων χωρῶν τοῦ σοσιαλιστικοῦ στρατοπέδου. Τὸ ἄρθρον τονίζει ὅτι οἱ σοβιετικοὶ ἡγέται κατέχονται ἀπὸ ἀντιμαρξιστικὸν μένος καὶ ἐπιδιώκουν τὴν ὑποδούλωσιν τῶν ἀδελφῶν κομμάτων. ΑΛΛΟ ΣΧΟΛΙΟΝ. Ἐξ ἄλλου, ἡ ἐφημερὶς τοῦ λαοῦ δημοσιεύει ἄρθρον, εἰς τὸ ὁποῖον κατηγορεῖ τὸν κ. Χρουστσώφ ὅτι προδίδει τὴν ἐπανάστασιν. ΥΠΕΝΘΥΜΙΖΟΥΝ. Ἡ κινεζικὴ ἡγεσία ὑπενθυμίζει εἰς τοὺς Σοβιετικοὺς τὰς ἀρχὰς τῆς διακηρύξεως τῆς Μόσχας. ΑΝΤΙΚΙΝΕΖΙΚΟΝ. Ἀπαντῶντες, οἱ Σοβιετικοὶ κατηγοροῦν τοὺς Κινέζους ὅτι ὑπονομεύουν τὴν ἑνότητα τοῦ κομμουνιστικοῦ κινήματος. xyxy=(1007,258,1558,393)
headline: ΒΑΣΙΛΙΚΩΝ ΣΤΡΑΤΕΥΜΑΤΩΝ ΚΑΙ ΠΑΘΕΤ ΛΑΟ xyxy=(613,935,986,955)
subhead: ΑΠΕΙΛΗ Ο ΡΩΣΣΙΚΟΣ ΣΤΟΛΟΣ ΤΟΥ ΕΥΞΕΙΝΟΥ xyxy=(629,186,970,203)
article-nicosia-conference xyxy=(604,1364,996,1737)
sidebar-headline: Η ΑΠΑΝΤΗΣΙΣ xyxy=(445,1114,558,1132)
divider xyxy=(604,2001,996,2003)
